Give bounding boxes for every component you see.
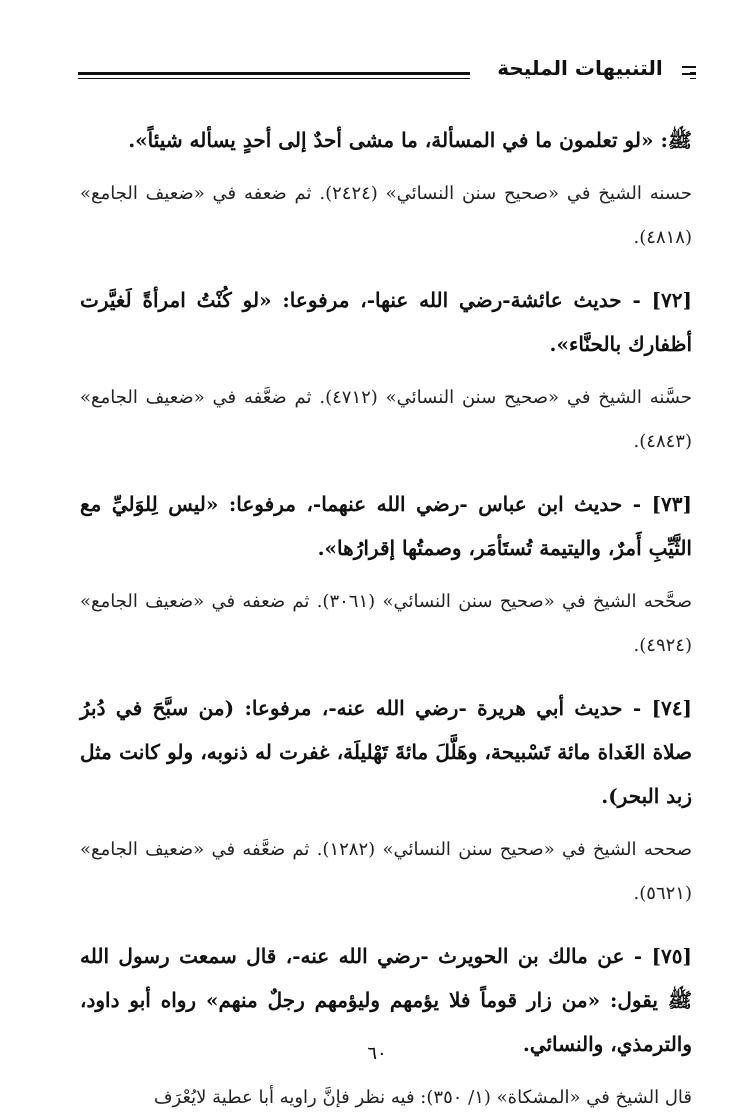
spacer — [80, 260, 692, 278]
hadith-75-grading: قال الشيخ في «المشكاة» (١/ ٣٥٠): فيه نظر فإنَّ راويه أبا عطية لايُعْرَف — [153, 1087, 692, 1108]
spacer — [80, 366, 692, 376]
hadith-74-text: [٧٤] - حديث أبي هريرة -رضي الله عنه-، مرفوعا: (من سبَّحَ في دُبرُ صلاة الغَداة مائة تَسْبيحة، وهَلَّلَ مائةَ تَهْليلَة، غفرت له ذنوبه، ولو كانت مثل زبد البحر). — [80, 696, 692, 808]
hadith-75-text: [٧٥] - عن مالك بن الحويرث -رضي الله عنه-، قال سمعت رسول الله ﷺ يقول: «من زار قوماً فلا يؤمهم وليؤمهم رجلٌ منهم» رواه أبو داود، والترمذي، والنسائي. — [80, 944, 692, 1056]
spacer — [80, 1066, 692, 1076]
hadith-73-grading: صحَّحه الشيخ في «صحيح سنن النسائي» (٣٠٦١). ثم ضعفه في «ضعيف الجامع» (٤٩٢٤). — [80, 591, 692, 656]
page-body — [80, 118, 692, 1120]
hadith-72-grading: حسَّنه الشيخ في «صحيح سنن النسائي» (٤٧١٢). ثم ضعَّفه في «ضعيف الجامع» (٤٨٤٣). — [80, 387, 692, 452]
hadith-74-grading: صححه الشيخ في «صحيح سنن النسائي» (١٢٨٢). ثم ضعَّفه في «ضعيف الجامع» (٥٦٢١). — [80, 839, 692, 904]
spacer — [80, 570, 692, 580]
spacer — [80, 162, 692, 172]
running-header-title: التنبيهات المليحة — [497, 56, 663, 80]
hadith-72-text: [٧٢] - حديث عائشة-رضي الله عنها-، مرفوعا: «لو كُنْتُ امرأةً لَغيَّرت أظفارك بالحنَّاء». — [80, 288, 692, 356]
hadith-71-text: ﷺ: «لو تعلمون ما في المسألة، ما مشى أحدٌ إلى أحدٍ يسأله شيئاً». — [128, 128, 692, 152]
header-ornament — [682, 66, 696, 75]
spacer — [80, 668, 692, 686]
page-number: ٦٠ — [367, 1043, 387, 1064]
hadith-73-text: [٧٣] - حديث ابن عباس -رضي الله عنهما-، مرفوعا: «ليس لِلوَليِّ مع الثَّيِّبِ أَمرٌ، واليتيمة تُستَأمَر، وصمتُها إقرارُها». — [80, 492, 692, 560]
spacer — [80, 818, 692, 828]
spacer — [80, 464, 692, 482]
hadith-71-grading: حسنه الشيخ في «صحيح سنن النسائي» (٢٤٢٤). ثم ضعفه في «ضعيف الجامع» (٤٨١٨). — [80, 183, 692, 248]
spacer — [80, 916, 692, 934]
